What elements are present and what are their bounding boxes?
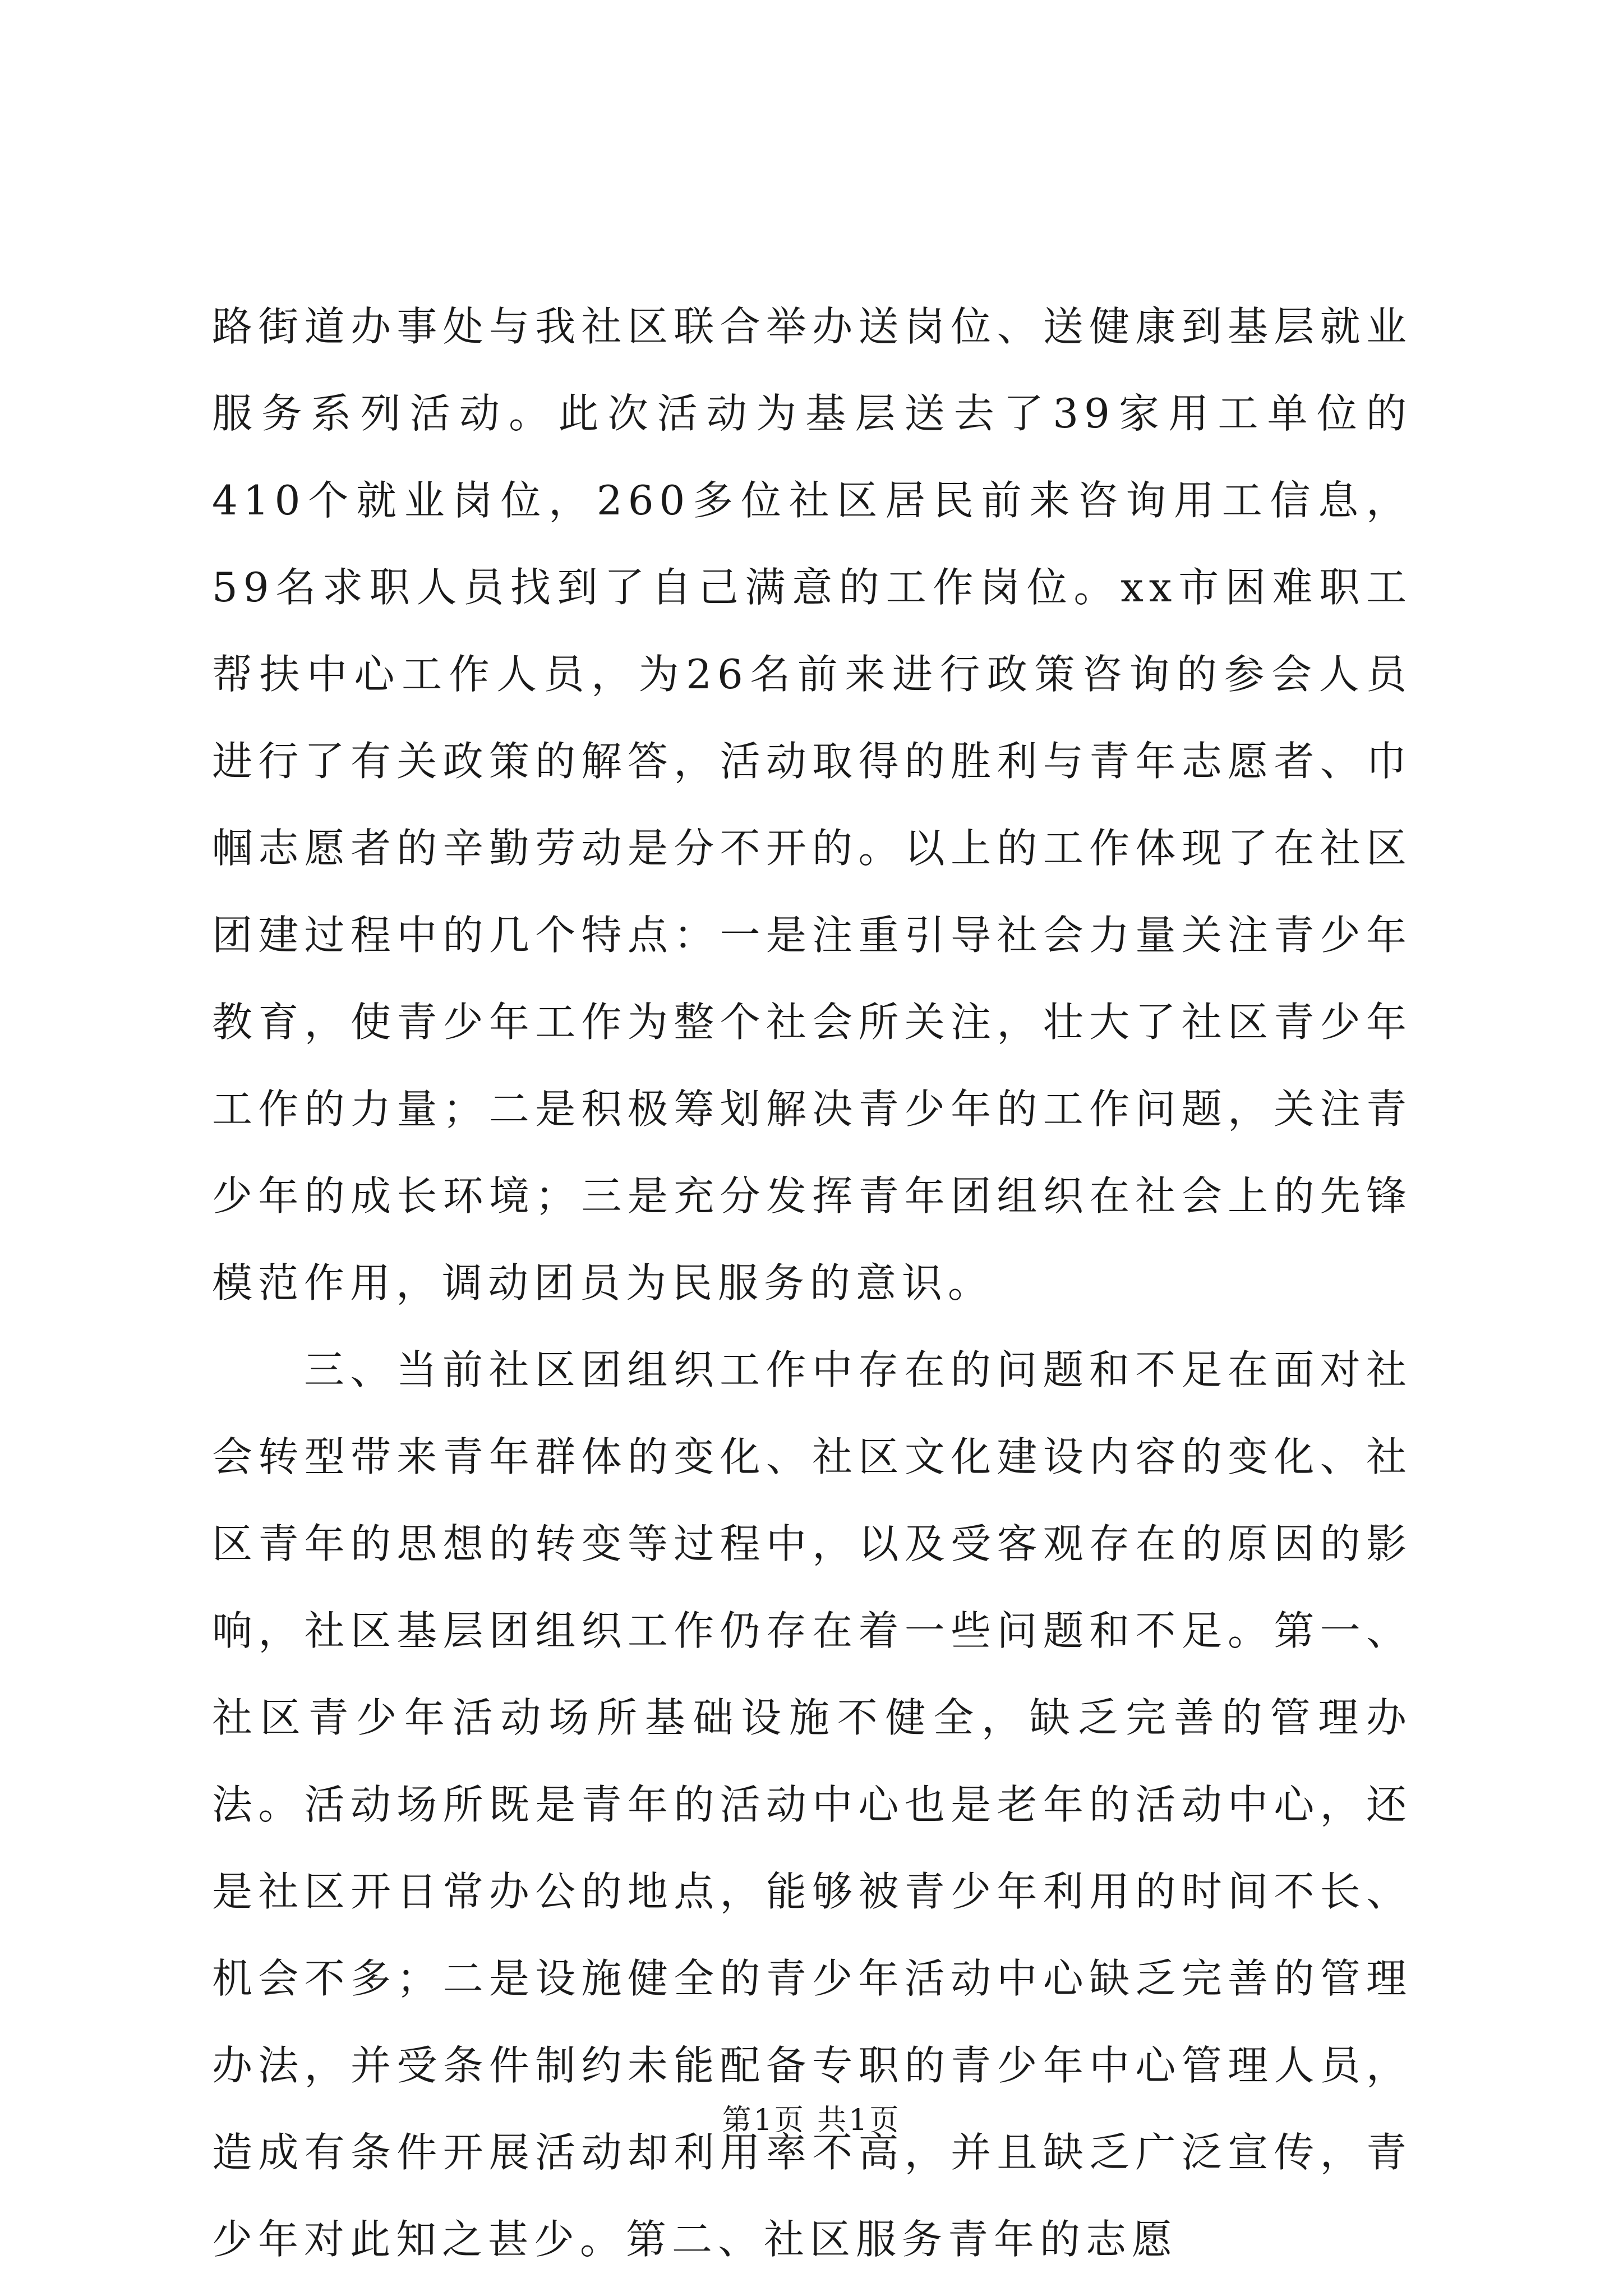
page-footer: 第1页 共1页 bbox=[722, 2104, 901, 2137]
paragraph-section-three: 三、当前社区团组织工作中存在的问题和不足在面对社会转型带来青年群体的变化、社区文化建设内容的变化、社区青年的思想的转变等过程中，以及受客观存在的原因的影响，社区基层团组织工作仍存在着一些问题和不足。第一、社区青少年活动场所基础设施不健全，缺乏完善的管理办法。活动场所既是青年的活动中心也是老年的活动中心，还是社区开日常办公的地点，能够被青少年利用的时间不长、机会不多；二是设施健全的青少年活动中心缺乏完善的管理办法，并受条件制约未能配备专职的青少年中心管理人员，造成有条件开展活动却利用率不高，并且缺乏广泛宣传，青少年对此知之甚少。第二、社区服务青年的志愿 bbox=[212, 1346, 1412, 2263]
document-body bbox=[212, 283, 1412, 2283]
paragraph-continued: 路街道办事处与我社区联合举办送岗位、送健康到基层就业服务系列活动。此次活动为基层送去了39家用工单位的410个就业岗位，260多位社区居民前来咨询用工信息，59名求职人员找到了自己满意的工作岗位。xx市困难职工帮扶中心工作人员，为26名前来进行政策咨询的参会人员进行了有关政策的解答，活动取得的胜利与青年志愿者、巾帼志愿者的辛勤劳动是分不开的。以上的工作体现了在社区团建过程中的几个特点：一是注重引导社会力量关注青少年教育，使青少年工作为整个社会所关注，壮大了社区青少年工作的力量；二是积极筹划解决青少年的工作问题，关注青少年的成长环境；三是充分发挥青年团组织在社会上的先锋模范作用，调动团员为民服务的意识。 bbox=[212, 303, 1412, 1306]
